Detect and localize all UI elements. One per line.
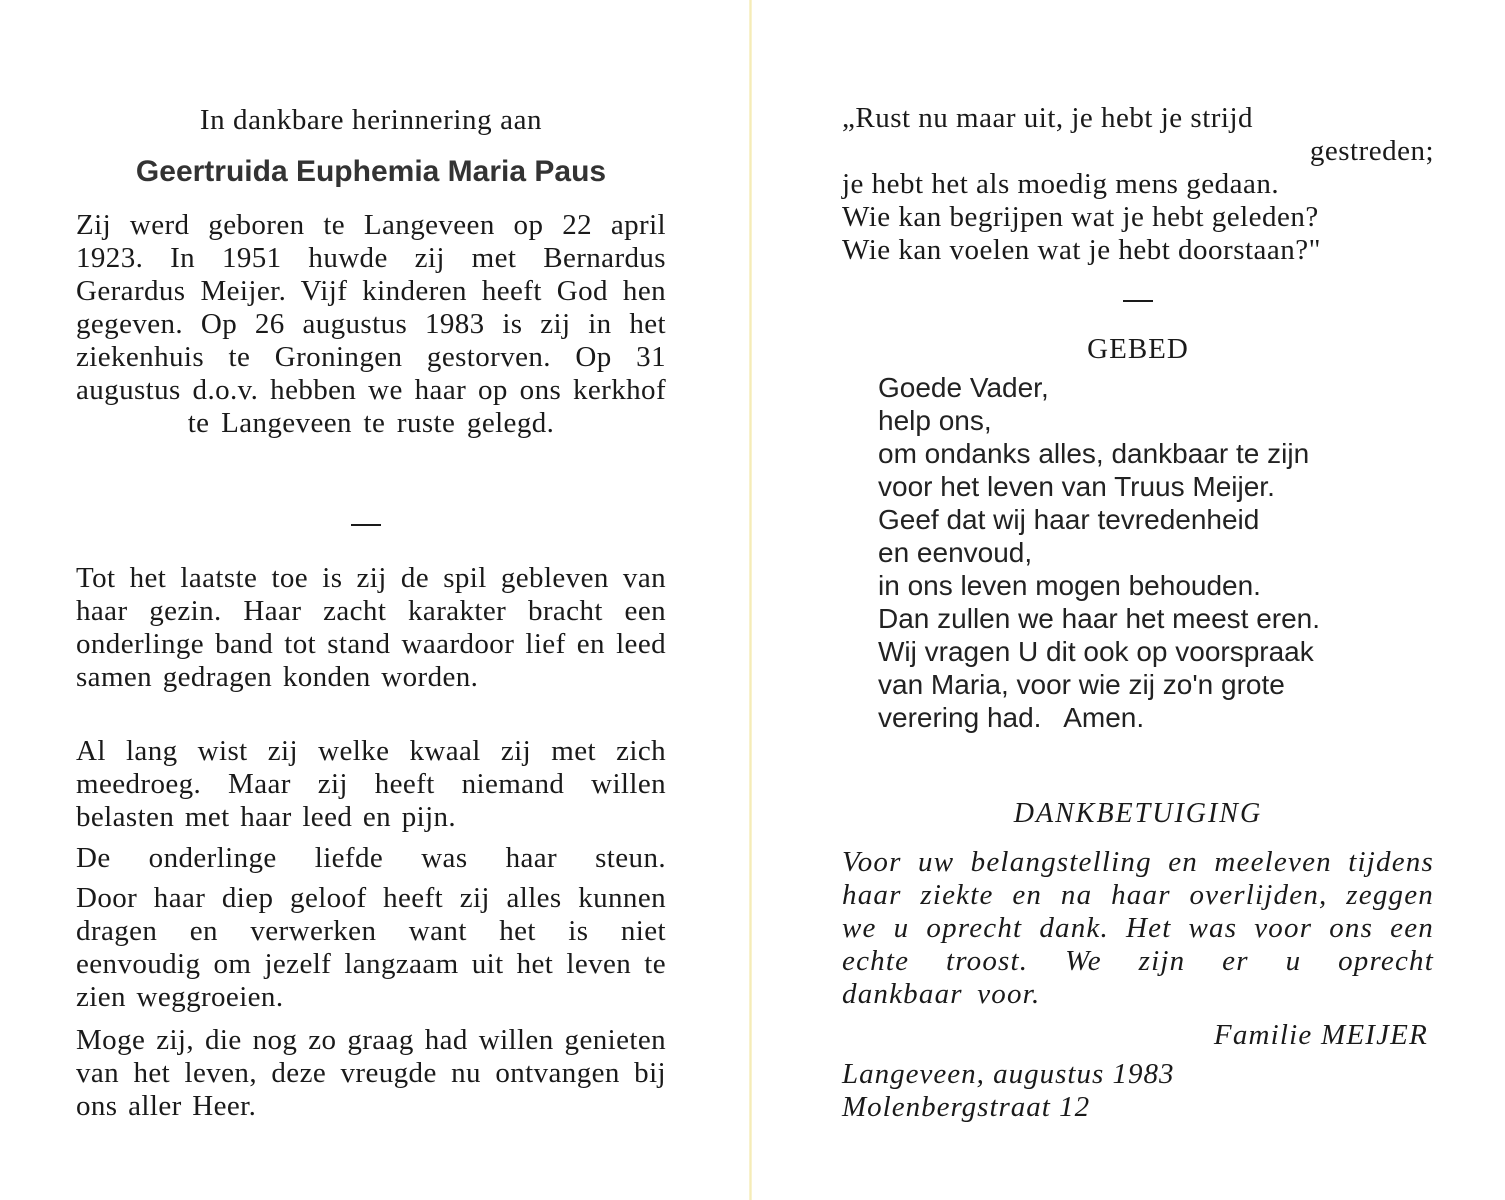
left-panel: [76, 0, 666, 1200]
right-panel: [842, 0, 1434, 1200]
tribute-paragraph: Al lang wist zij welke kwaal zij met zich meedroeg. Maar zij heeft niemand willen belasten met haar leed en pijn.: [76, 735, 666, 833]
prayer: [878, 371, 1434, 734]
prayer-line: verering had. Amen.: [878, 702, 1145, 733]
section-divider: [351, 524, 381, 526]
prayer-line: Wij vragen U dit ook op voorspraak: [878, 636, 1314, 667]
prayer-line: Geef dat wij haar tevredenheid: [878, 504, 1260, 535]
card-fold-line: [749, 0, 752, 1200]
prayer-line: voor het leven van Truus Meijer.: [878, 471, 1275, 502]
poem-line: Wie kan voelen wat je hebt doorstaan?": [842, 234, 1321, 266]
prayer-line: Dan zullen we haar het meest eren.: [878, 603, 1321, 634]
poem-line: „Rust nu maar uit, je hebt je strijd: [842, 102, 1254, 134]
poem: [842, 102, 1434, 267]
tribute-paragraph: De onderlinge liefde was haar steun.: [76, 842, 666, 874]
tribute-paragraph: Tot het laatste toe is zij de spil gebleven van haar gezin. Haar zacht karakter bracht een onderlinge band tot stand waardoor lief en leed samen gedragen konden worden.: [76, 562, 666, 693]
street-address: Molenbergstraat 12: [842, 1091, 1091, 1123]
prayer-line: Goede Vader,: [878, 372, 1049, 403]
prayer-title: GEBED: [1087, 333, 1189, 365]
tribute-paragraph: Moge zij, die nog zo graag had willen genieten van het leven, deze vreugde nu ontvangen bij ons aller Heer.: [76, 1024, 666, 1122]
acknowledgement-text: Voor uw belangstelling en meeleven tijdens haar ziekte en na haar overlijden, zeggen we u oprecht dank. Het was voor ons een echte troost. We zijn er u oprecht dankbaar voor.: [842, 846, 1434, 1010]
deceased-name: Geertruida Euphemia Maria Paus: [135, 155, 607, 188]
acknowledgement-title: DANKBETUIGING: [1013, 798, 1263, 829]
place-and-address: [842, 1058, 1434, 1124]
poem-line: je hebt het als moedig mens gedaan.: [842, 168, 1280, 200]
prayer-line: help ons,: [878, 405, 992, 436]
prayer-line: en eenvoud,: [878, 537, 1033, 568]
section-divider: [1123, 300, 1153, 302]
family-signature: Familie MEIJER: [1213, 1019, 1428, 1051]
poem-line: Wie kan begrijpen wat je hebt geleden?: [842, 201, 1319, 233]
prayer-line: in ons leven mogen behouden.: [878, 570, 1261, 601]
place-date: Langeveen, augustus 1983: [842, 1058, 1175, 1090]
biography-paragraph: Zij werd geboren te Langeveen op 22 april 1923. In 1951 huwde zij met Bernardus Gerardus Meijer. Vijf kinderen heeft God hen gegeven. Op 26 augustus 1983 is zij in het ziekenhuis te Groningen gestorven. Op 31 augustus d.o.v. hebben we haar op ons kerkhof te Langeveen te ruste gelegd.: [76, 209, 666, 439]
prayer-line: van Maria, voor wie zij zo'n grote: [878, 669, 1285, 700]
tribute-paragraph: Door haar diep geloof heeft zij alles kunnen dragen en verwerken want het is niet eenvoudig om jezelf langzaam uit het leven te zien weggroeien.: [76, 882, 666, 1013]
prayer-line: om ondanks alles, dankbaar te zijn: [878, 438, 1310, 469]
memorial-intro: In dankbare herinnering aan: [199, 104, 543, 136]
poem-line: gestreden;: [1309, 135, 1434, 167]
